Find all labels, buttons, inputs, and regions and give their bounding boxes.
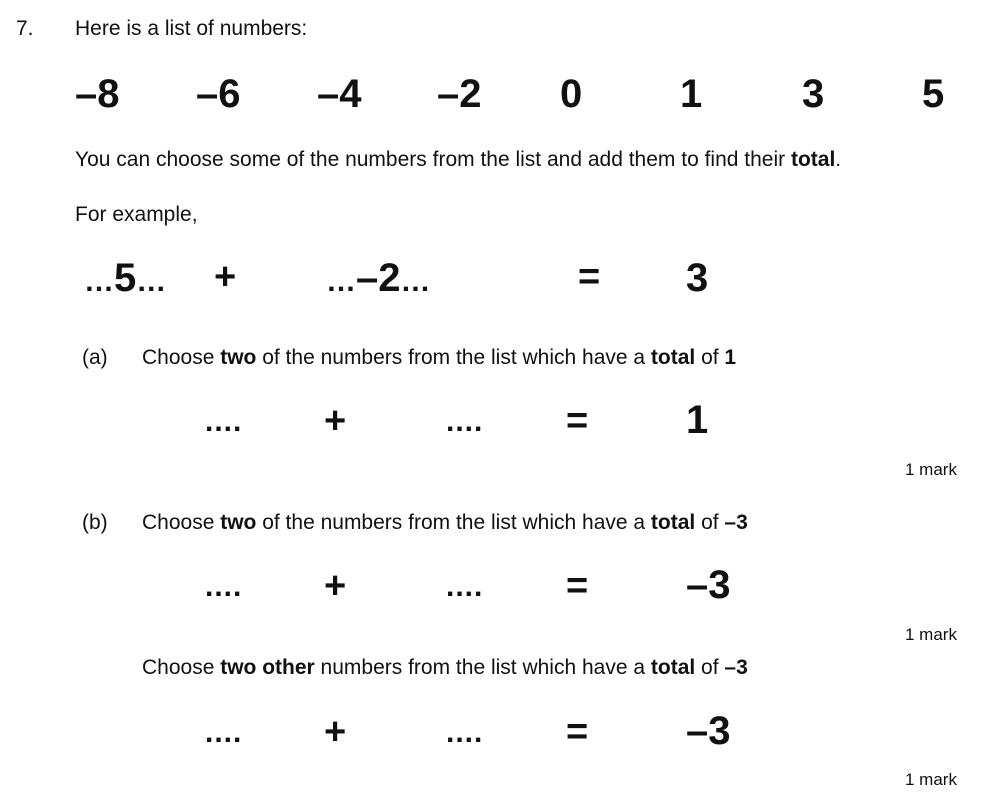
equals-sign: =: [566, 400, 589, 442]
mark-label: 1 mark: [905, 460, 957, 479]
list-number: –8: [75, 72, 120, 116]
part-label: (b): [82, 511, 108, 534]
question-number: 7.: [16, 17, 34, 40]
instruction-text: You can choose some of the numbers from the list and add them to find their total.: [75, 148, 842, 171]
list-number: –4: [317, 72, 362, 116]
answer-blank-1[interactable]: ....: [205, 716, 243, 749]
answer-blank-1[interactable]: ....: [205, 570, 243, 603]
answer-blank-2[interactable]: ....: [446, 405, 484, 438]
example-result: 3: [686, 256, 709, 300]
example-addend-a: …5…: [84, 256, 167, 300]
plus-sign: +: [214, 256, 237, 298]
list-number: –2: [437, 72, 482, 116]
part-label: (a): [82, 346, 108, 369]
target-result: 1: [686, 398, 709, 442]
mark-label: 1 mark: [905, 625, 957, 644]
target-result: –3: [686, 563, 731, 607]
answer-blank-2[interactable]: ....: [446, 716, 484, 749]
list-number: 1: [680, 72, 703, 116]
example-label: For example,: [75, 203, 198, 226]
instruction-bold: total: [790, 148, 836, 171]
equals-sign: =: [566, 565, 589, 607]
list-number: 3: [802, 72, 825, 116]
list-number: –6: [196, 72, 241, 116]
target-result: –3: [686, 709, 731, 753]
answer-blank-1[interactable]: ....: [205, 405, 243, 438]
question-intro: Here is a list of numbers:: [75, 17, 308, 40]
mark-label: 1 mark: [905, 770, 957, 789]
answer-blank-2[interactable]: ....: [446, 570, 484, 603]
list-number: 5: [922, 72, 945, 116]
list-number: 0: [560, 72, 583, 116]
equals-sign: =: [578, 256, 601, 298]
part-prompt: Choose two of the numbers from the list which have a total of –3: [142, 511, 748, 534]
part-prompt: Choose two of the numbers from the list which have a total of 1: [142, 346, 737, 369]
part-prompt: Choose two other numbers from the list which have a total of –3: [142, 656, 748, 679]
example-addend-b: …–2…: [326, 256, 431, 300]
plus-sign: +: [324, 400, 347, 442]
equals-sign: =: [566, 711, 589, 753]
plus-sign: +: [324, 711, 347, 753]
plus-sign: +: [324, 565, 347, 607]
